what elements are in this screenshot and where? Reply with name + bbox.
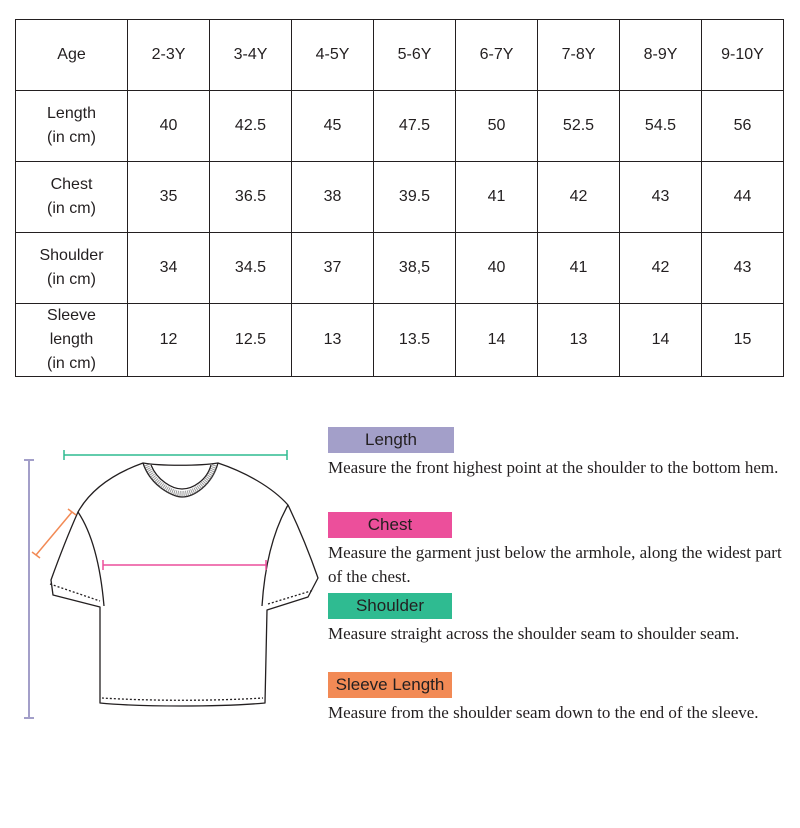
table-cell: 13.5 bbox=[374, 304, 456, 377]
table-cell: 14 bbox=[456, 304, 538, 377]
table-cell: 36.5 bbox=[210, 162, 292, 233]
table-cell: 12 bbox=[128, 304, 210, 377]
guide-description: Measure the front highest point at the shoulder to the bottom hem. bbox=[328, 458, 779, 477]
table-cell: 14 bbox=[620, 304, 702, 377]
table-cell: 54.5 bbox=[620, 91, 702, 162]
table-cell: 40 bbox=[456, 233, 538, 304]
table-cell: 44 bbox=[702, 162, 784, 233]
table-cell: 13 bbox=[292, 304, 374, 377]
table-cell: 50 bbox=[456, 91, 538, 162]
table-cell: 12.5 bbox=[210, 304, 292, 377]
guide-tag: Shoulder bbox=[328, 593, 452, 619]
table-row bbox=[16, 20, 784, 91]
table-cell: 41 bbox=[456, 162, 538, 233]
table-row bbox=[16, 304, 784, 377]
guide-tag: Chest bbox=[328, 512, 452, 538]
table-cell: 8-9Y bbox=[620, 20, 702, 91]
table-cell: 38,5 bbox=[374, 233, 456, 304]
table-cell: 40 bbox=[128, 91, 210, 162]
guide-description: Measure from the shoulder seam down to the end of the sleeve. bbox=[328, 703, 759, 722]
table-row bbox=[16, 91, 784, 162]
length-measure-line bbox=[24, 460, 34, 718]
table-cell: 56 bbox=[702, 91, 784, 162]
row-label: Sleeve length (in cm) bbox=[16, 304, 128, 377]
table-cell: 47.5 bbox=[374, 91, 456, 162]
guide-description: Measure the garment just below the armhole, along the widest part of the chest. bbox=[328, 543, 782, 586]
table-row bbox=[16, 233, 784, 304]
table-cell: 43 bbox=[702, 233, 784, 304]
tshirt-body bbox=[51, 463, 318, 706]
table-cell: 42 bbox=[538, 162, 620, 233]
table-cell: 5-6Y bbox=[374, 20, 456, 91]
table-cell: 34.5 bbox=[210, 233, 292, 304]
row-label: Length (in cm) bbox=[16, 91, 128, 162]
table-cell: 42.5 bbox=[210, 91, 292, 162]
row-label: Shoulder (in cm) bbox=[16, 233, 128, 304]
table-cell: 7-8Y bbox=[538, 20, 620, 91]
table-cell: 39.5 bbox=[374, 162, 456, 233]
table-cell: 3-4Y bbox=[210, 20, 292, 91]
row-label: Age bbox=[16, 20, 128, 91]
table-cell: 4-5Y bbox=[292, 20, 374, 91]
table-cell: 38 bbox=[292, 162, 374, 233]
size-chart-body bbox=[16, 20, 784, 377]
table-cell: 6-7Y bbox=[456, 20, 538, 91]
tshirt-diagram-icon bbox=[0, 440, 330, 740]
table-cell: 41 bbox=[538, 233, 620, 304]
table-cell: 2-3Y bbox=[128, 20, 210, 91]
table-cell: 42 bbox=[620, 233, 702, 304]
table-cell: 15 bbox=[702, 304, 784, 377]
table-cell: 13 bbox=[538, 304, 620, 377]
guide-description: Measure straight across the shoulder seam to shoulder seam. bbox=[328, 624, 740, 643]
table-cell: 37 bbox=[292, 233, 374, 304]
table-cell: 34 bbox=[128, 233, 210, 304]
guide-tag: Length bbox=[328, 427, 454, 453]
guide-tag: Sleeve Length bbox=[328, 672, 452, 698]
table-cell: 35 bbox=[128, 162, 210, 233]
shoulder-measure-line bbox=[64, 450, 287, 460]
table-cell: 45 bbox=[292, 91, 374, 162]
size-chart-table bbox=[15, 19, 784, 377]
row-label: Chest (in cm) bbox=[16, 162, 128, 233]
table-row bbox=[16, 162, 784, 233]
table-cell: 43 bbox=[620, 162, 702, 233]
table-cell: 9-10Y bbox=[702, 20, 784, 91]
table-cell: 52.5 bbox=[538, 91, 620, 162]
